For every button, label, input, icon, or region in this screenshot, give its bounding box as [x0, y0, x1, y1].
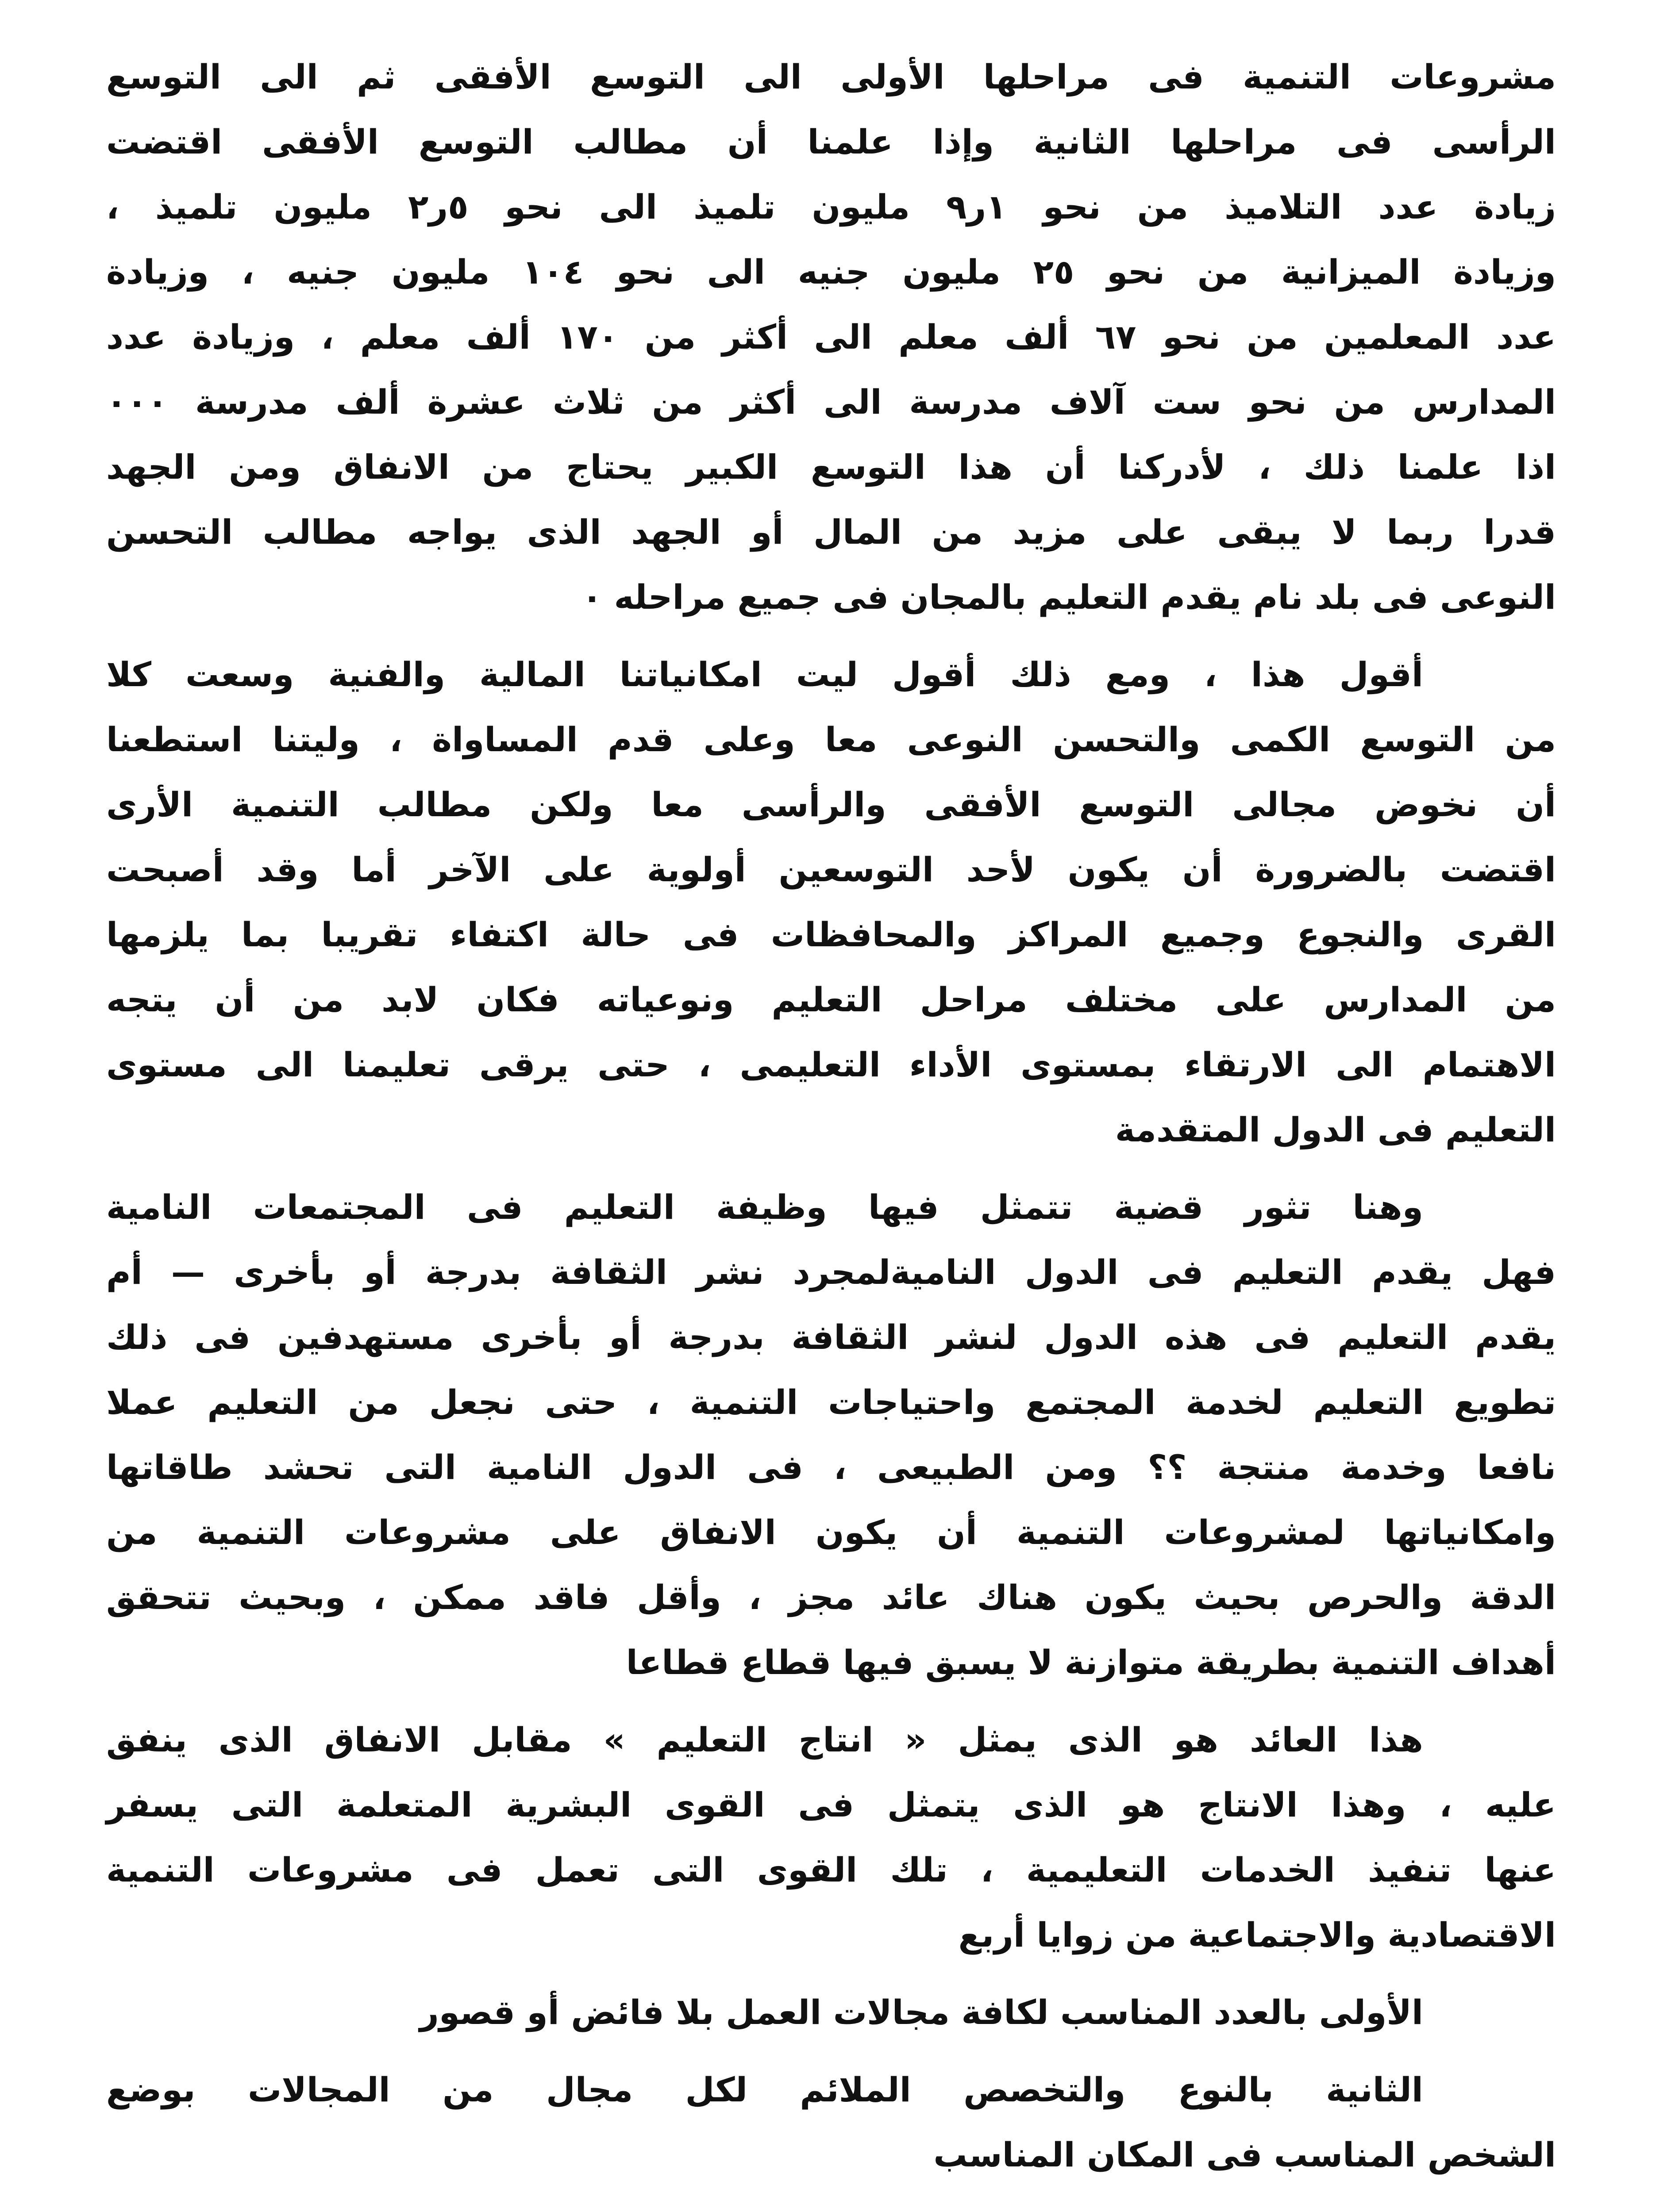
text-line: وامكانياتها لمشروعات التنمية أن يكون الانفاق على مشروعات التنمية من [106, 1513, 1556, 1552]
text-line: المدارس من نحو ست آلاف مدرسة الى أكثر من ثلاث عشرة ألف مدرسة ٠٠٠ [106, 382, 1556, 422]
paragraph [106, 642, 1556, 1162]
text-line: نافعا وخدمة منتجة ؟؟ ومن الطبيعى ، فى الدول النامية التى تحشد طاقاتها [106, 1448, 1556, 1487]
text-line: هذا العائد هو الذى يمثل « انتاج التعليم » مقابل الانفاق الذى ينفق [106, 1720, 1423, 1759]
text-line: الأولى بالعدد المناسب لكافة مجالات العمل بلا فائض أو قصور [420, 1993, 1423, 2032]
text-line: أهداف التنمية بطريقة متوازنة لا يسبق فيها قطاع قطاعا [626, 1643, 1556, 1682]
text-line: مشروعات التنمية فى مراحلها الأولى الى التوسع الأفقى ثم الى التوسع [106, 57, 1556, 96]
paragraph [106, 1707, 1556, 1967]
text-line: وهنا تثور قضية تتمثل فيها وظيفة التعليم فى المجتمعات النامية [106, 1187, 1423, 1227]
text-line: فهل يقدم التعليم فى الدول الناميةلمجرد نشر الثقافة بدرجة أو بأخرى — أم [106, 1252, 1556, 1292]
text-line: يقدم التعليم فى هذه الدول لنشر الثقافة بدرجة أو بأخرى مستهدفين فى ذلك [106, 1317, 1556, 1357]
text-line: عنها تنفيذ الخدمات التعليمية ، تلك القوى التى تعمل فى مشروعات التنمية [106, 1850, 1556, 1889]
text-line: القرى والنجوع وجميع المراكز والمحافظات فى حالة اكتفاء تقريبا بما يلزمها [106, 915, 1556, 954]
text-line: اذا علمنا ذلك ، لأدركنا أن هذا التوسع الكبير يحتاج من الانفاق ومن الجهد [106, 447, 1556, 487]
paragraph [106, 44, 1556, 630]
list-item [106, 2057, 1556, 2187]
text-line: التعليم فى الدول المتقدمة [1115, 1110, 1556, 1149]
list-item [106, 2200, 1556, 2212]
text-line: الاقتصادية والاجتماعية من زوايا أربع [958, 1915, 1556, 1955]
text-line: الشخص المناسب فى المكان المناسب [933, 2135, 1556, 2174]
text-line: زيادة عدد التلاميذ من نحو ١ر٩ مليون تلميذ الى نحو ٥ر٢ مليون تلميذ ، [106, 187, 1556, 227]
text-line: الثانية بالنوع والتخصص الملائم لكل مجال من المجالات بوضع [106, 2070, 1423, 2109]
text-line: من التوسع الكمى والتحسن النوعى معا وعلى قدم المساواة ، وليتنا استطعنا [106, 720, 1556, 759]
text-line: الرأسى فى مراحلها الثانية وإذا علمنا أن مطالب التوسع الأفقى اقتضت [106, 122, 1556, 161]
list-item [106, 1980, 1556, 2045]
text-line: أقول هذا ، ومع ذلك أقول ليت امكانياتنا المالية والفنية وسعت كلا [106, 655, 1423, 694]
paragraph [106, 1175, 1556, 1695]
text-line: أن نخوض مجالى التوسع الأفقى والرأسى معا ولكن مطالب التنمية الأرى [106, 785, 1556, 824]
text-line: وزيادة الميزانية من نحو ٢٥ مليون جنيه الى نحو ١٠٤ مليون جنيه ، وزيادة [106, 252, 1556, 292]
text-line: اقتضت بالضرورة أن يكون لأحد التوسعين أولوية على الآخر أما وقد أصبحت [106, 850, 1556, 889]
text-line: تطويع التعليم لخدمة المجتمع واحتياجات التنمية ، حتى نجعل من التعليم عملا [106, 1382, 1556, 1422]
text-line: النوعى فى بلد نام يقدم التعليم بالمجان فى جميع مراحله ٠ [581, 577, 1556, 617]
text-line: عليه ، وهذا الانتاج هو الذى يتمثل فى القوى البشرية المتعلمة التى يسفر [106, 1785, 1556, 1824]
text-line: عدد المعلمين من نحو ٦٧ ألف معلم الى أكثر من ١٧٠ ألف معلم ، وزيادة عدد [106, 317, 1556, 357]
text-line: قدرا ربما لا يبقى على مزيد من المال أو الجهد الذى يواجه مطالب التحسن [106, 512, 1556, 552]
text-line: الدقة والحرص بحيث يكون هناك عائد مجز ، وأقل فاقد ممكن ، وبحيث تتحقق [106, 1578, 1556, 1617]
text-line: من المدارس على مختلف مراحل التعليم ونوعياته فكان لابد من أن يتجه [106, 980, 1556, 1019]
body-text [106, 44, 1556, 2212]
text-line: الاهتمام الى الارتقاء بمستوى الأداء التعليمى ، حتى يرقى تعليمنا الى مستوى [106, 1045, 1556, 1084]
text-line [106, 2200, 1556, 2212]
